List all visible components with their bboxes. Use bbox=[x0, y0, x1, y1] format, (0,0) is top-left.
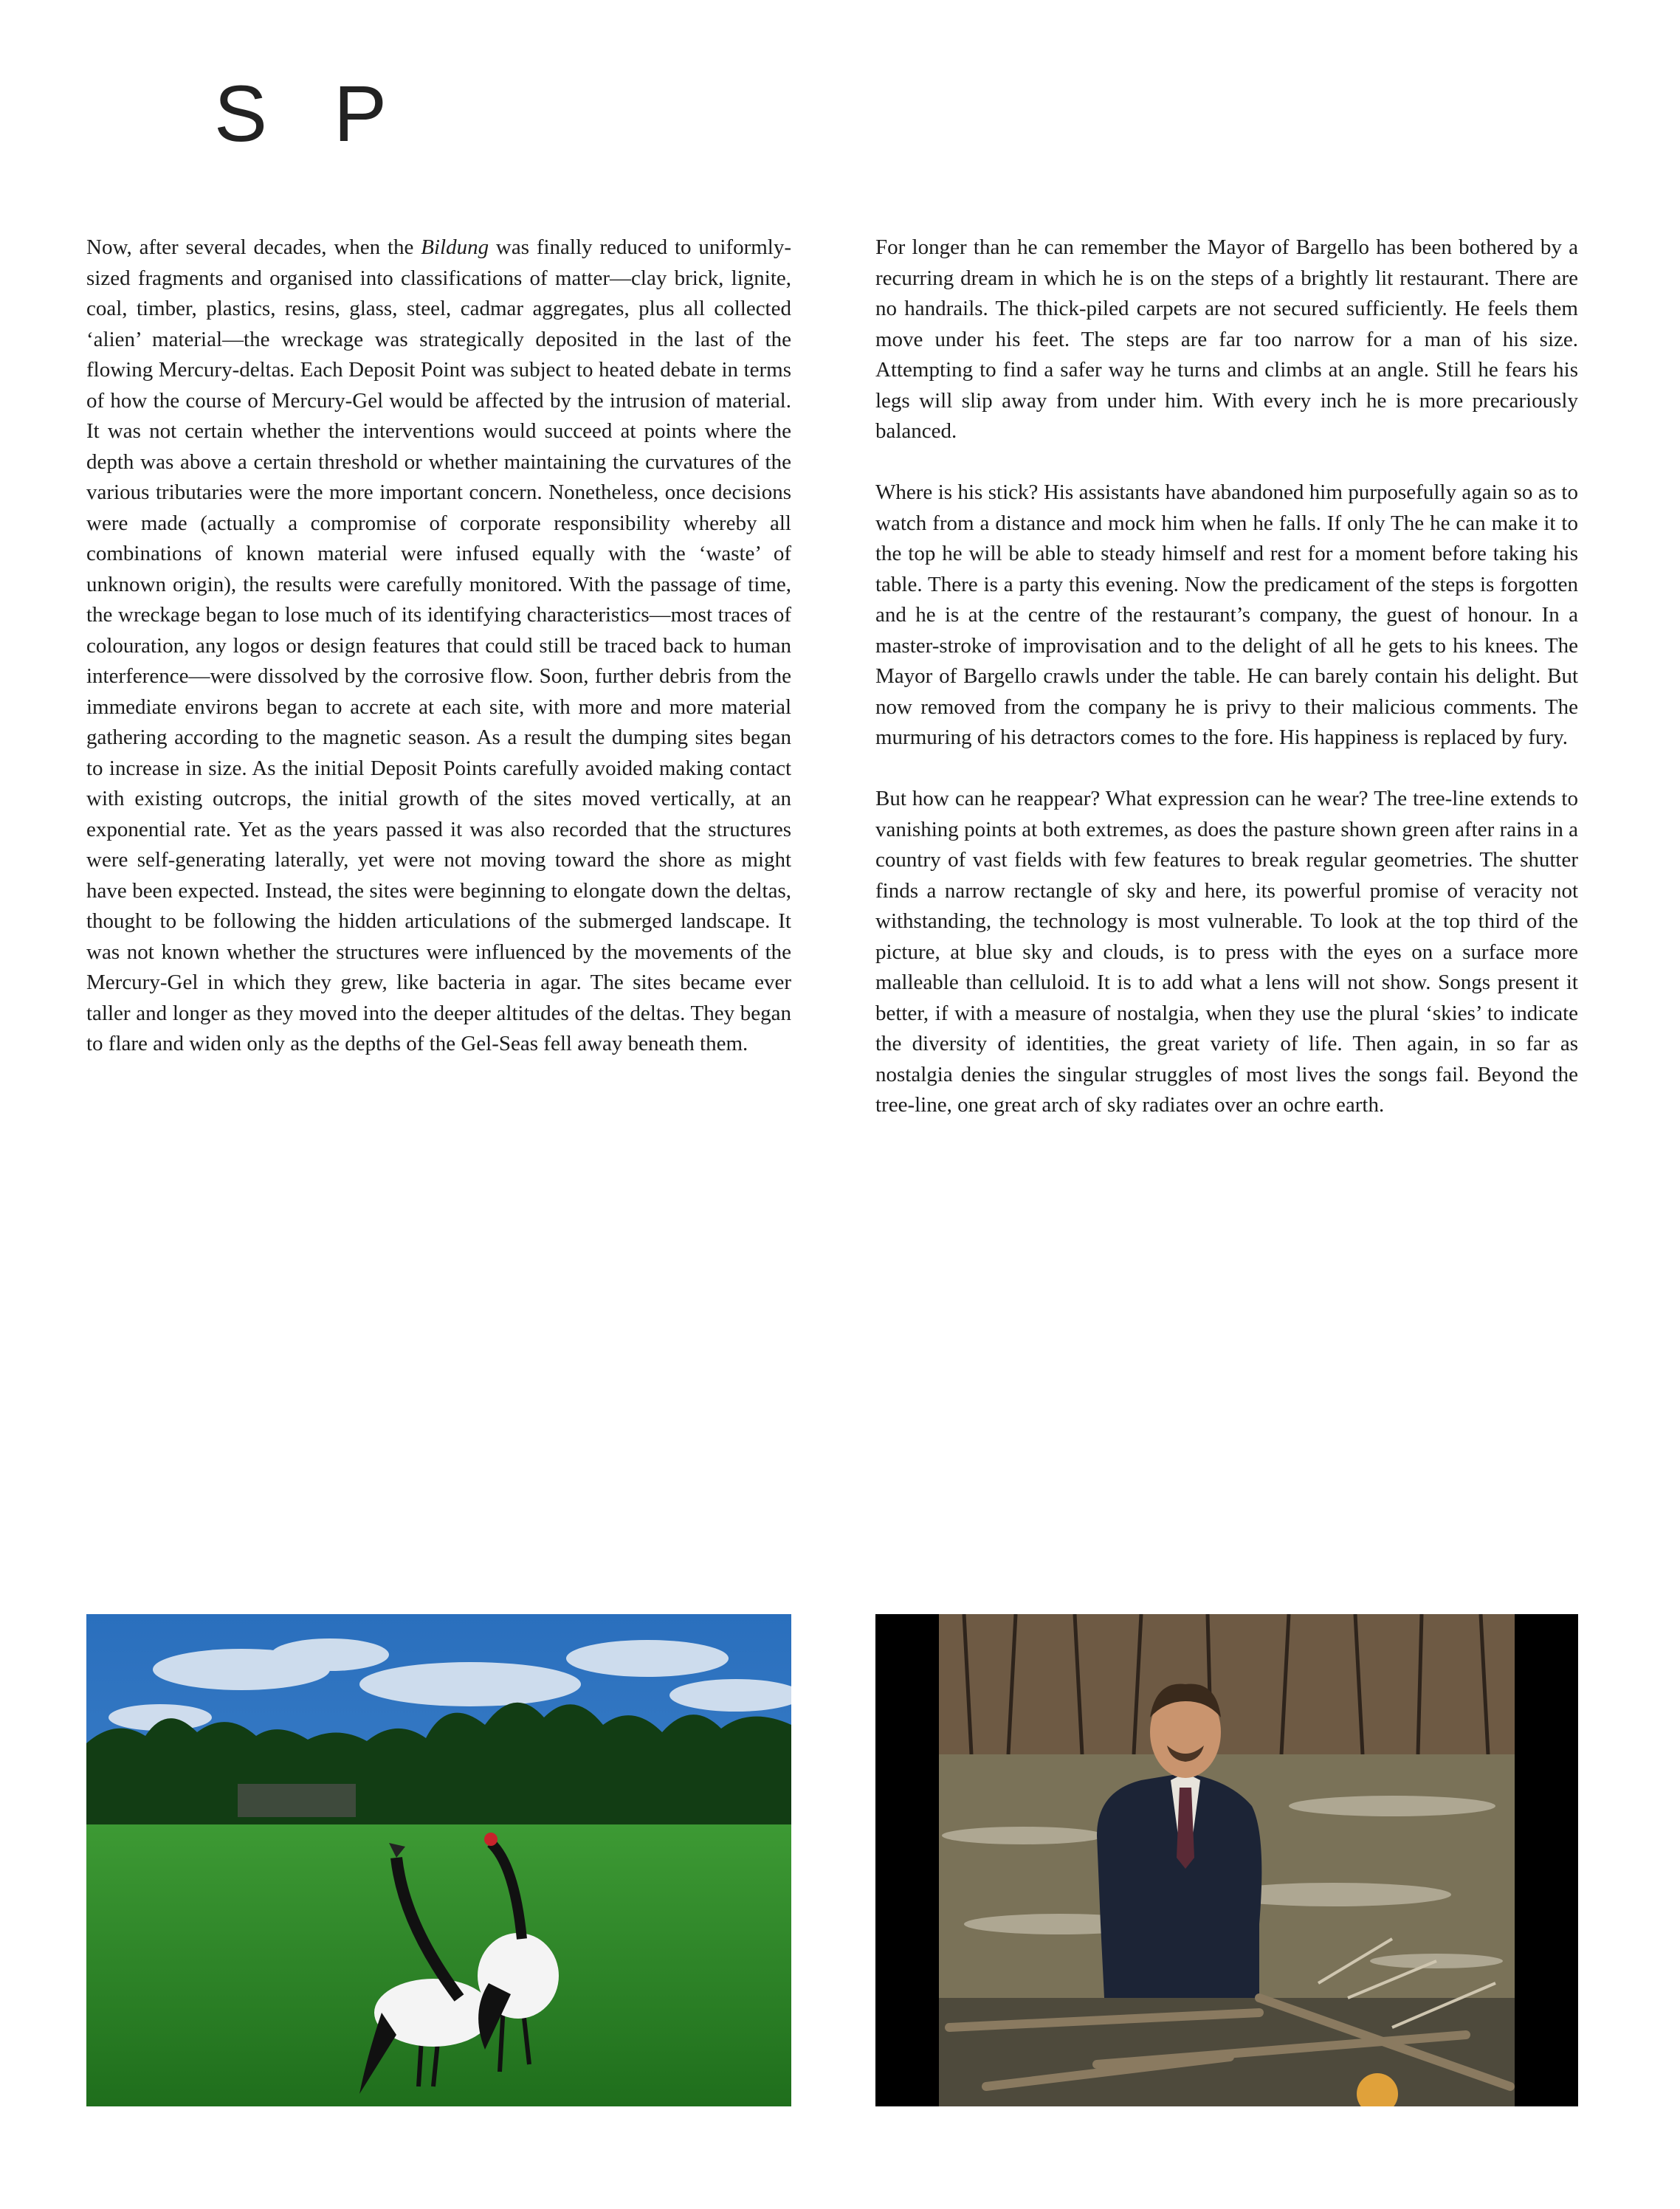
cranes-photo-illustration bbox=[86, 1614, 791, 2106]
mayor-river-illustration bbox=[875, 1614, 1578, 2106]
left-paragraph-1 bbox=[86, 232, 791, 1060]
mayor-river-photo bbox=[875, 1614, 1578, 2106]
right-paragraph-2: Where is his stick? His assistants have abandoned him purposefully again so as to watch from a distance and mock him when he falls. If only The he can make it to the top he will be able to steady himself and rest for a moment before taking his table. There is a party this evening. Now the predicament of the steps is forgotten and he is at the centre of the restaurant’s company, the guest of honour. In a master-stroke of improvisation and to the delight of all he gets to his knees. The Mayor of Bargello crawls under the table. He can barely contain his delight. But now removed from the company he is privy to their malicious comments. The murmuring of his detractors comes to the fore. His happiness is replaced by fury. bbox=[875, 480, 1578, 749]
right-paragraph-1: For longer than he can remember the Mayor of Bargello has been bothered by a recurring dream in which he is on the steps of a brightly lit restaurant. There are no handrails. The thick-piled carpets are not secured sufficiently. He feels them move under his feet. The steps are far too narrow for a man of his size. Attempting to find a safer way he turns and climbs at an angle. Still he fears his legs will slip away from under him. With every inch he is more precariously balanced. bbox=[875, 235, 1578, 443]
right-text-column bbox=[875, 232, 1578, 1121]
paragraph-lead: Now, after several decades, when the bbox=[86, 235, 421, 259]
cranes-photo bbox=[86, 1614, 791, 2106]
logo-sp: S P bbox=[214, 69, 410, 158]
paragraph-body: was finally reduced to uniformly-sized fragments and organised into classifications of matter—clay brick, lignite, coal, timber, plastics, resins, glass, steel, cadmar aggregates, plus all collected ‘alien’ material—the wreckage was strategically deposited in the last of the flowing Mercury-deltas. Each Deposit Point was subject to heated debate in terms of how the course of Mercury-Gel would be affected by the intrusion of material. It was not certain whether the interventions would succeed at points where the depth was above a certain threshold or whether maintaining the curvatures of the various tributaries were the more important concern. Nonetheless, once decisions were made (actually a compromise of corporate responsibility whereby all combinations of known material were infused equally with the ‘waste’ of unknown origin), the results were carefully monitored. With the passage of time, the wreckage began to lose much of its identifying characteristics—most traces of colouration, any logos or design features that could still be traced back to human interference—were dissolved by the corrosive flow. Soon, further debris from the immediate environs began to accrete at each site, with more and more material gathering according to the magnetic season. As a result the dumping sites began to increase in size. As the initial Deposit Points carefully avoided making contact with existing outcrops, the initial growth of the sites moved vertically, at an exponential rate. Yet as the years passed it was also recorded that the structures were self-generating laterally, yet were not moving toward the shore as might have been expected. Instead, the sites were beginning to elongate down the deltas, thought to be following the hidden articulations of the submerged landscape. It was not known whether the structures were influenced by the movements of the Mercury-Gel in which they grew, like bacteria in agar. The sites became ever taller and longer as they moved into the deeper altitudes of the deltas. They began to flare and widen only as the depths of the Gel-Seas fell away beneath them. bbox=[86, 235, 791, 1055]
left-text-column bbox=[86, 232, 791, 1060]
right-paragraph-3: But how can he reappear? What expression can he wear? The tree-line extends to vanishing points at both extremes, as does the pasture shown green after rains in a country of vast fields with few features to break regular geometries. The shutter finds a narrow rectangle of sky and here, its powerful promise of veracity not withstanding, the technology is most vulnerable. To look at the top third of the picture, at blue sky and clouds, is to press with the eyes on a surface more malleable than celluloid. It is to add what a lens will not show. Songs present it better, if with a measure of nostalgia, when they use the plural ‘skies’ to indicate the diversity of identities, the great variety of life. Then again, in so far as nostalgia denies the singular struggles of most lives the songs fail. Beyond the tree-line, one great arch of sky radiates over an ochre earth. bbox=[875, 787, 1578, 1117]
bildung-italic: Bildung bbox=[421, 235, 489, 259]
